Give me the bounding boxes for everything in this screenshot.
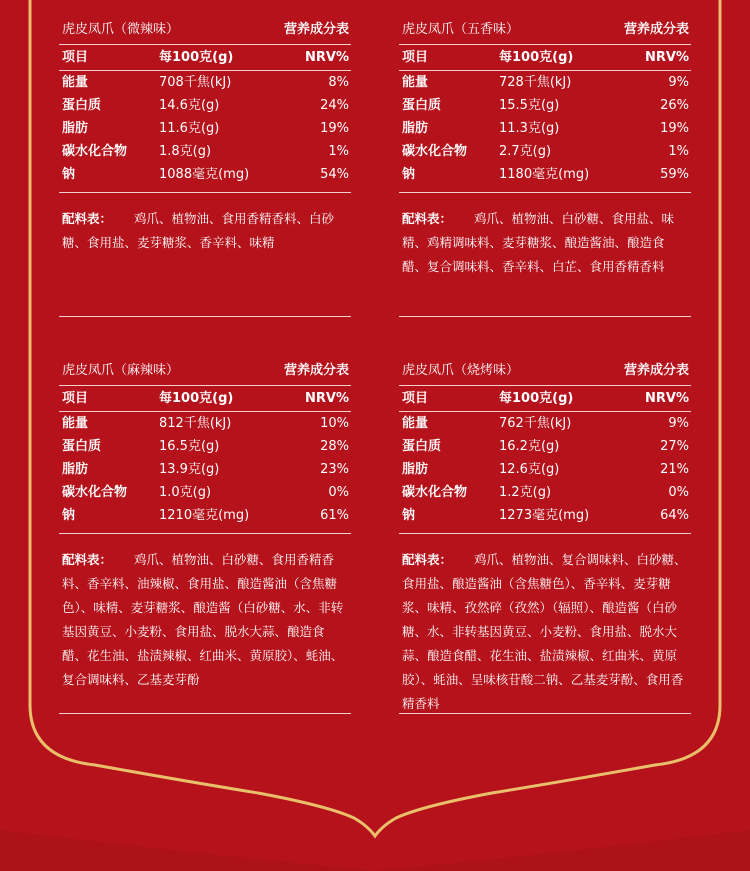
table-row: 脂肪 11.3克(g) 19% (402, 121, 689, 136)
table-row: 蛋白质 16.2克(g) 27% (402, 439, 689, 454)
table-row: 碳水化合物 1.0克(g) 0% (62, 485, 349, 500)
product-title: 虎皮凤爪（麻辣味） (62, 363, 180, 378)
ingredients (59, 548, 351, 692)
table-row: 碳水化合物 2.7克(g) 1% (402, 144, 689, 159)
divider (59, 713, 351, 714)
nutrition-table-title: 营养成分表 (283, 22, 349, 37)
nutrition-panel-mala (59, 357, 351, 692)
product-title: 虎皮凤爪（微辣味） (62, 22, 180, 37)
divider (59, 316, 351, 317)
table-row: 钠 1180毫克(mg) 59% (402, 167, 689, 182)
nutrition-panel-bbq (399, 357, 691, 716)
ingredients-label: 配料表： (62, 211, 113, 226)
nutrition-panel-mild-spicy (59, 16, 351, 255)
divider (399, 713, 691, 714)
ingredients (399, 207, 691, 279)
ingredients-text: 鸡爪、植物油、白砂糖、食用盐、味精、鸡精调味料、麦芽糖浆、酿造酱油、酿造食醋、复合调味料、香辛料、白芷、食用香精香料 (402, 211, 675, 274)
table-row: 能量 708千焦(kJ) 8% (62, 75, 349, 90)
ingredients (399, 548, 691, 716)
table-header: 项目 每100克(g) NRV% (399, 386, 691, 412)
table-row: 脂肪 11.6克(g) 19% (62, 121, 349, 136)
nutrition-table-title: 营养成分表 (623, 363, 689, 378)
table-row: 碳水化合物 1.8克(g) 1% (62, 144, 349, 159)
product-title: 虎皮凤爪（五香味） (402, 22, 520, 37)
nutrition-panel-five-spice (399, 16, 691, 279)
table-row: 钠 1088毫克(mg) 54% (62, 167, 349, 182)
ingredients-label: 配料表： (402, 211, 453, 226)
table-row: 蛋白质 15.5克(g) 26% (402, 98, 689, 113)
ingredients-text: 鸡爪、植物油、复合调味料、白砂糖、食用盐、酿造酱油（含焦糖色）、香辛料、麦芽糖浆、味精、孜然碎（孜然）（辐照）、酿造酱（白砂糖、水、非转基因黄豆、小麦粉、食用盐、脱水大蒜、酿造食醋、花生油、盐渍辣椒、红曲米、黄原胶）、蚝油、呈味核苷酸二钠、乙基麦芽酚、食用香精香料 (402, 552, 687, 711)
table-row: 能量 812千焦(kJ) 10% (62, 416, 349, 431)
ingredients (59, 207, 351, 255)
table-header: 项目 每100克(g) NRV% (399, 45, 691, 71)
ingredients-label: 配料表： (402, 552, 453, 567)
table-row: 蛋白质 14.6克(g) 24% (62, 98, 349, 113)
ingredients-label: 配料表： (62, 552, 113, 567)
table-row: 脂肪 12.6克(g) 21% (402, 462, 689, 477)
ingredients-text: 鸡爪、植物油、食用香精香料、白砂糖、食用盐、麦芽糖浆、香辛料、味精 (62, 211, 335, 250)
table-header: 项目 每100克(g) NRV% (59, 386, 351, 412)
table-row: 蛋白质 16.5克(g) 28% (62, 439, 349, 454)
table-header: 项目 每100克(g) NRV% (59, 45, 351, 71)
table-row: 碳水化合物 1.2克(g) 0% (402, 485, 689, 500)
table-row: 脂肪 13.9克(g) 23% (62, 462, 349, 477)
table-row: 能量 762千焦(kJ) 9% (402, 416, 689, 431)
table-row: 钠 1210毫克(mg) 61% (62, 508, 349, 523)
ingredients-text: 鸡爪、植物油、白砂糖、食用香精香料、香辛料、油辣椒、食用盐、酿造酱油（含焦糖色）、味精、麦芽糖浆、酿造酱（白砂糖、水、非转基因黄豆、小麦粉、食用盐、脱水大蒜、酿造食醋、花生油、盐渍辣椒、红曲米、黄原胶）、蚝油、复合调味料、乙基麦芽酚 (62, 552, 344, 687)
divider (399, 316, 691, 317)
nutrition-table-title: 营养成分表 (283, 363, 349, 378)
product-title: 虎皮凤爪（烧烤味） (402, 363, 520, 378)
table-row: 钠 1273毫克(mg) 64% (402, 508, 689, 523)
nutrition-table-title: 营养成分表 (623, 22, 689, 37)
table-row: 能量 728千焦(kJ) 9% (402, 75, 689, 90)
